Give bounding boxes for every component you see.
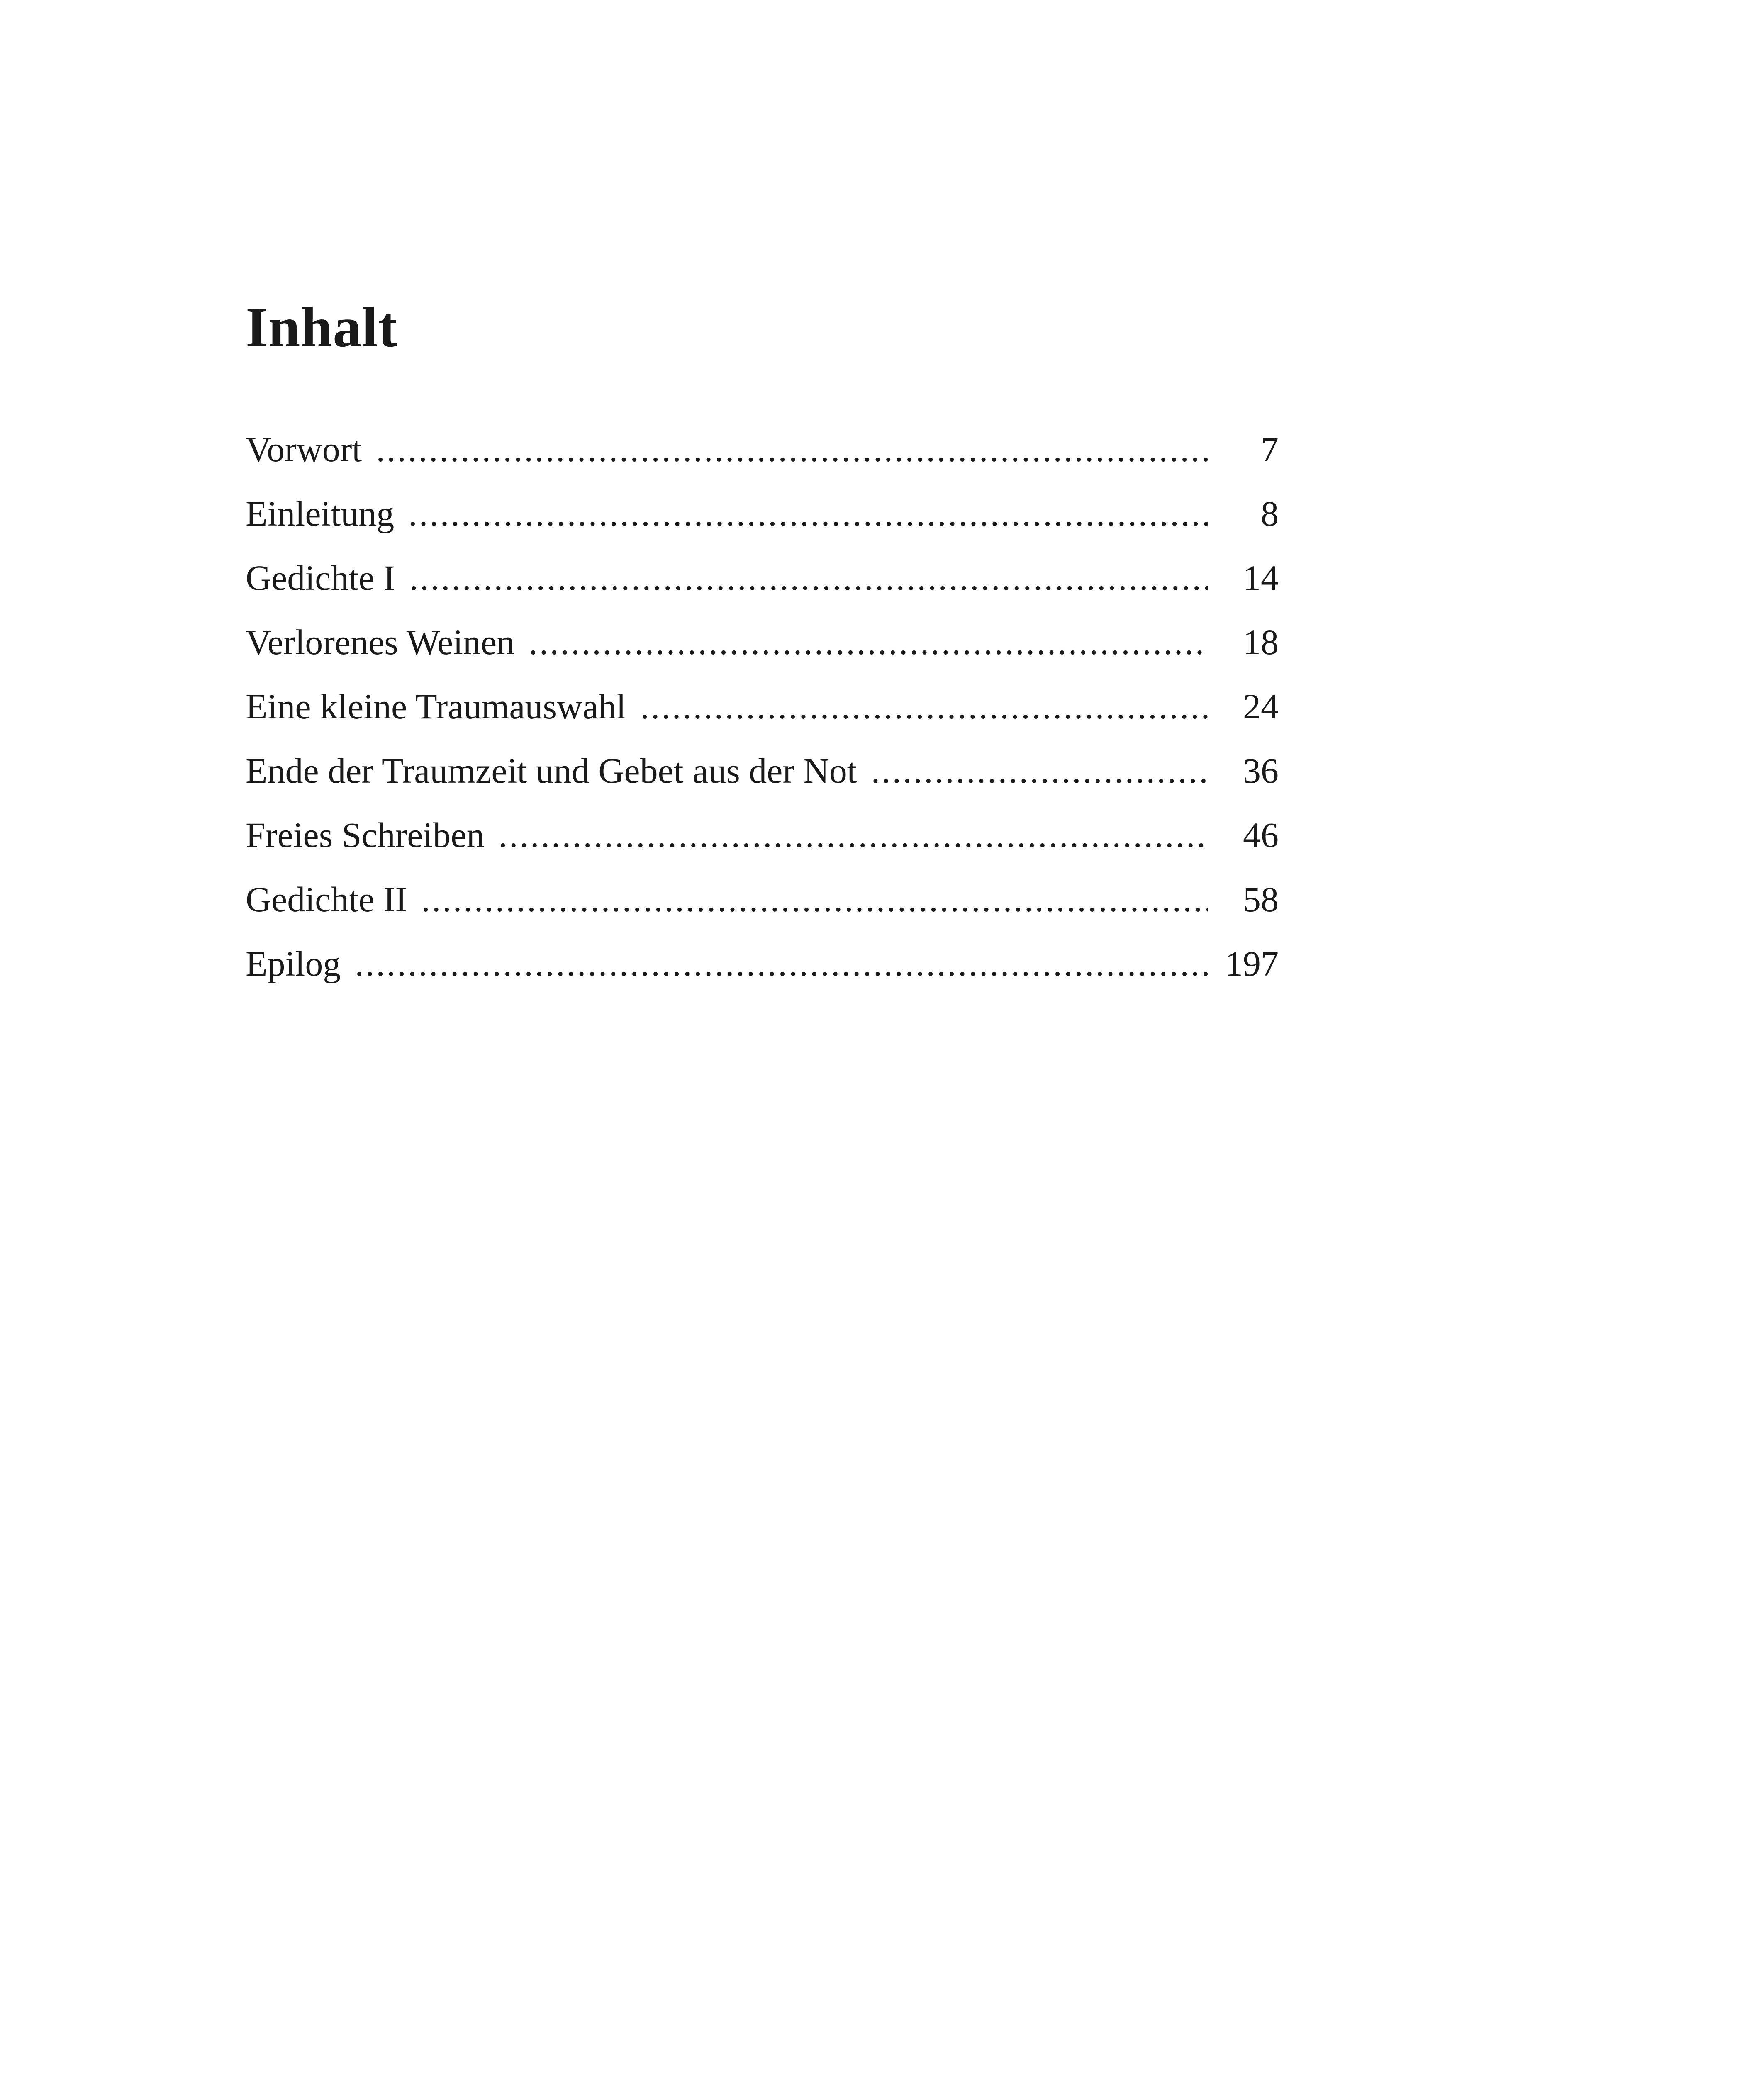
toc-entry[interactable] bbox=[246, 624, 1279, 689]
toc-entry[interactable] bbox=[246, 817, 1279, 881]
toc-entry-page: 24 bbox=[1243, 686, 1279, 726]
toc-entry[interactable] bbox=[246, 560, 1279, 624]
toc-entry[interactable] bbox=[246, 686, 1279, 753]
toc-entry-page: 7 bbox=[1261, 429, 1279, 469]
toc-entry-page: 14 bbox=[1243, 558, 1279, 598]
dot-leader bbox=[408, 496, 1208, 531]
toc-entry-page: 58 bbox=[1243, 879, 1279, 919]
toc-entry-page: 8 bbox=[1261, 494, 1279, 533]
toc-entry[interactable] bbox=[246, 946, 1279, 1010]
dot-leader bbox=[499, 817, 1208, 853]
dot-leader bbox=[421, 881, 1208, 917]
dot-leader bbox=[640, 689, 1208, 724]
dot-leader bbox=[871, 753, 1208, 789]
toc-entry[interactable] bbox=[246, 431, 1279, 496]
toc-title: Inhalt bbox=[246, 295, 398, 359]
dot-leader bbox=[376, 431, 1208, 467]
dot-leader bbox=[355, 946, 1208, 981]
toc-entry[interactable] bbox=[246, 753, 1279, 817]
toc-entry-page: 36 bbox=[1243, 751, 1279, 791]
toc-entry-label: Einleitung bbox=[246, 494, 395, 533]
toc-entry-label: Freies Schreiben bbox=[246, 815, 485, 855]
toc-entry-label: Vorwort bbox=[246, 429, 362, 469]
table-of-contents bbox=[246, 431, 1279, 1010]
toc-entry-page: 197 bbox=[1225, 944, 1279, 983]
toc-entry-label: Gedichte I bbox=[246, 558, 395, 598]
toc-entry-page: 46 bbox=[1243, 815, 1279, 855]
toc-entry-label: Epilog bbox=[246, 944, 341, 983]
toc-entry-label: Verlorenes Weinen bbox=[246, 622, 515, 662]
toc-entry[interactable] bbox=[246, 881, 1279, 946]
toc-entry-label: Gedichte II bbox=[246, 879, 407, 919]
dot-leader bbox=[409, 560, 1208, 596]
dot-leader bbox=[529, 624, 1208, 660]
toc-entry-label: Ende der Traumzeit und Gebet aus der Not bbox=[246, 751, 857, 791]
toc-entry[interactable] bbox=[246, 496, 1279, 560]
toc-entry-label: Eine kleine Traumauswahl bbox=[246, 686, 626, 726]
toc-entry-page: 18 bbox=[1243, 622, 1279, 662]
